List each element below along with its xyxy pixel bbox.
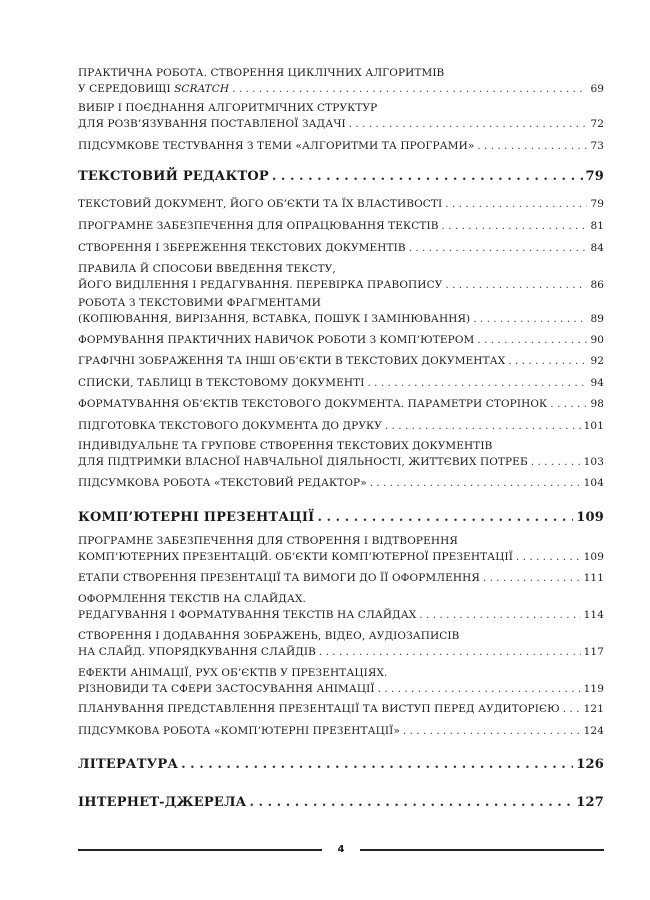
toc-page-number: 121 xyxy=(583,703,604,715)
leader-dots xyxy=(445,277,587,293)
table-of-contents xyxy=(78,0,604,900)
toc-entry xyxy=(78,570,604,586)
toc-entry-title: ПІДСУМКОВА РОБОТА «КОМП’ЮТЕРНІ ПРЕЗЕНТАЦІЇ» xyxy=(78,725,400,737)
leader-dots xyxy=(319,644,581,660)
toc-entry-title: ФОРМУВАННЯ ПРАКТИЧНИХ НАВИЧОК РОБОТИ З КОМП’ЮТЕРОМ xyxy=(78,334,475,346)
toc-entry-title: СПИСКИ, ТАБЛИЦІ В ТЕКСТОВОМУ ДОКУМЕНТІ xyxy=(78,377,365,389)
leader-dots xyxy=(349,116,588,132)
toc-entry xyxy=(78,418,604,434)
footer-rule-right xyxy=(360,849,604,851)
toc-page-number: 94 xyxy=(590,377,604,389)
toc-entry xyxy=(78,100,604,132)
toc-entry-title-line1: ПРАВИЛА Й СПОСОБИ ВВЕДЕННЯ ТЕКСТУ, xyxy=(78,263,336,275)
toc-entry-title-line2: (КОПІЮВАННЯ, ВИРІЗАННЯ, ВСТАВКА, ПОШУК І ЗАМІНЮВАННЯ) xyxy=(78,313,471,325)
toc-page-number: 126 xyxy=(576,757,604,772)
toc-entry xyxy=(78,628,604,660)
leader-dots xyxy=(232,81,587,97)
toc-page-number: 111 xyxy=(583,572,604,584)
toc-page-number: 79 xyxy=(590,198,604,210)
toc-entry xyxy=(78,591,604,623)
toc-entry xyxy=(78,438,604,470)
toc-entry-title-line1: ОФОРМЛЕННЯ ТЕКСТІВ НА СЛАЙДАХ. xyxy=(78,593,306,605)
toc-page-number: 84 xyxy=(590,242,604,254)
toc-entry xyxy=(78,353,604,369)
toc-entry-title: ПРОГРАМНЕ ЗАБЕЗПЕЧЕННЯ ДЛЯ ОПРАЦЮВАННЯ ТЕКСТІВ xyxy=(78,220,439,232)
toc-entry-title-line2: РІЗНОВИДИ ТА СФЕРИ ЗАСТОСУВАННЯ АНІМАЦІЇ xyxy=(78,683,375,695)
toc-section-title: ІНТЕРНЕТ-ДЖЕРЕЛА xyxy=(78,795,247,810)
toc-entry xyxy=(78,65,604,97)
leader-dots xyxy=(378,681,581,697)
toc-entry-title-line2: НА СЛАЙД. УПОРЯДКУВАННЯ СЛАЙДІВ xyxy=(78,646,316,658)
toc-entry xyxy=(78,701,604,717)
toc-entry-title: ПЛАНУВАННЯ ПРЕДСТАВЛЕННЯ ПРЕЗЕНТАЦІЇ ТА ВИСТУП ПЕРЕД АУДИТОРІЄЮ xyxy=(78,703,560,715)
toc-page-number: 103 xyxy=(583,456,604,468)
leader-dots xyxy=(249,794,573,812)
toc-entry-title-line1: ІНДИВІДУАЛЬНЕ ТА ГРУПОВЕ СТВОРЕННЯ ТЕКСТОВИХ ДОКУМЕНТІВ xyxy=(78,440,493,452)
toc-entry xyxy=(78,533,604,565)
toc-entry-title-line2: У СЕРЕДОВИЩІ SCRATCH xyxy=(78,83,230,95)
leader-dots xyxy=(419,607,580,623)
toc-page-number: 104 xyxy=(583,477,604,489)
toc-section-title: КОМП’ЮТЕРНІ ПРЕЗЕНТАЦІЇ xyxy=(78,510,315,525)
toc-entry xyxy=(78,332,604,348)
toc-section xyxy=(78,168,604,186)
toc-page-number: 119 xyxy=(583,683,604,695)
toc-entry-title: ГРАФІЧНІ ЗОБРАЖЕННЯ ТА ІНШІ ОБ’ЄКТИ В ТЕКСТОВИХ ДОКУМЕНТАХ xyxy=(78,355,506,367)
toc-page-number: 101 xyxy=(583,420,604,432)
toc-page-number: 90 xyxy=(590,334,604,346)
toc-entry xyxy=(78,295,604,327)
toc-page-number: 69 xyxy=(590,83,604,95)
toc-section-title: ТЕКСТОВИЙ РЕДАКТОР xyxy=(78,169,269,184)
toc-entry-title: ПІДСУМКОВА РОБОТА «ТЕКСТОВИЙ РЕДАКТОР» xyxy=(78,477,367,489)
toc-page-number: 72 xyxy=(590,118,604,130)
toc-page-number: 127 xyxy=(576,795,604,810)
toc-section xyxy=(78,509,604,527)
toc-entry xyxy=(78,218,604,234)
leader-dots xyxy=(370,475,581,491)
toc-section-title: ЛІТЕРАТУРА xyxy=(78,757,179,772)
toc-entry xyxy=(78,196,604,212)
toc-entry xyxy=(78,475,604,491)
toc-section xyxy=(78,794,604,812)
toc-entry-title-line2: РЕДАГУВАННЯ І ФОРМАТУВАННЯ ТЕКСТІВ НА СЛАЙДАХ xyxy=(78,609,417,621)
toc-page-number: 79 xyxy=(585,169,604,184)
toc-entry-title-line1: ПРОГРАМНЕ ЗАБЕЗПЕЧЕННЯ ДЛЯ СТВОРЕННЯ І ВІДТВОРЕННЯ xyxy=(78,535,458,547)
toc-entry-title: ПІДСУМКОВЕ ТЕСТУВАННЯ З ТЕМИ «АЛГОРИТМИ ТА ПРОГРАМИ» xyxy=(78,140,475,152)
leader-dots xyxy=(531,454,581,470)
toc-section xyxy=(78,756,604,774)
toc-entry-title: ФОРМАТУВАННЯ ОБ’ЄКТІВ ТЕКСТОВОГО ДОКУМЕНТА. ПАРАМЕТРИ СТОРІНОК xyxy=(78,398,548,410)
toc-entry xyxy=(78,396,604,412)
toc-entry xyxy=(78,138,604,154)
scratch-label: SCRATCH xyxy=(174,83,230,95)
leader-dots xyxy=(550,396,587,412)
toc-page-number: 98 xyxy=(590,398,604,410)
leader-dots xyxy=(409,240,588,256)
leader-dots xyxy=(317,509,573,527)
leader-dots xyxy=(367,375,587,391)
toc-entry xyxy=(78,665,604,697)
toc-entry xyxy=(78,723,604,739)
toc-entry-title-line2: ДЛЯ РОЗВ’ЯЗУВАННЯ ПОСТАВЛЕНОЇ ЗАДАЧІ xyxy=(78,118,346,130)
leader-dots xyxy=(473,311,587,327)
leader-dots xyxy=(483,570,581,586)
toc-page-number: 89 xyxy=(590,313,604,325)
leader-dots xyxy=(563,701,581,717)
toc-page-number: 109 xyxy=(583,551,604,563)
toc-entry-title-line1: РОБОТА З ТЕКСТОВИМИ ФРАГМЕНТАМИ xyxy=(78,297,321,309)
toc-entry-title: ТЕКСТОВИЙ ДОКУМЕНТ, ЙОГО ОБ’ЄКТИ ТА ЇХ ВЛАСТИВОСТІ xyxy=(78,198,443,210)
footer-page-number: 4 xyxy=(337,844,345,855)
toc-entry-title-line1: ВИБІР І ПОЄДНАННЯ АЛГОРИТМІЧНИХ СТРУКТУР xyxy=(78,102,378,114)
toc-entry-title-line2: ДЛЯ ПІДТРИМКИ ВЛАСНОЇ НАВЧАЛЬНОЇ ДІЯЛЬНОСТІ, ЖИТТЄВИХ ПОТРЕБ xyxy=(78,456,528,468)
toc-page-number: 92 xyxy=(590,355,604,367)
toc-entry-title: СТВОРЕННЯ І ЗБЕРЕЖЕННЯ ТЕКСТОВИХ ДОКУМЕНТІВ xyxy=(78,242,406,254)
leader-dots xyxy=(477,332,587,348)
leader-dots xyxy=(385,418,581,434)
toc-entry-title-line1: ЕФЕКТИ АНІМАЦІЇ, РУХ ОБ’ЄКТІВ У ПРЕЗЕНТАЦІЯХ. xyxy=(78,667,388,679)
toc-entry-title-line2: ЙОГО ВИДІЛЕННЯ І РЕДАГУВАННЯ. ПЕРЕВІРКА ПРАВОПИСУ xyxy=(78,279,443,291)
leader-dots xyxy=(516,549,581,565)
toc-entry-title-line1: СТВОРЕННЯ І ДОДАВАННЯ ЗОБРАЖЕНЬ, ВІДЕО, АУДІОЗАПИСІВ xyxy=(78,630,460,642)
toc-page-number: 117 xyxy=(583,646,604,658)
toc-page-number: 86 xyxy=(590,279,604,291)
leader-dots xyxy=(272,168,583,186)
leader-dots xyxy=(181,756,573,774)
leader-dots xyxy=(442,218,588,234)
leader-dots xyxy=(508,353,587,369)
toc-page-number: 73 xyxy=(590,140,604,152)
toc-entry-title: ПІДГОТОВКА ТЕКСТОВОГО ДОКУМЕНТА ДО ДРУКУ xyxy=(78,420,382,432)
toc-page-number: 124 xyxy=(583,725,604,737)
toc-entry xyxy=(78,240,604,256)
toc-page-number: 81 xyxy=(590,220,604,232)
toc-entry-title-line1: ПРАКТИЧНА РОБОТА. СТВОРЕННЯ ЦИКЛІЧНИХ АЛГОРИТМІВ xyxy=(78,67,445,79)
toc-entry xyxy=(78,261,604,293)
toc-entry-title: ЕТАПИ СТВОРЕННЯ ПРЕЗЕНТАЦІЇ ТА ВИМОГИ ДО ЇЇ ОФОРМЛЕННЯ xyxy=(78,572,480,584)
page-footer xyxy=(78,843,604,857)
leader-dots xyxy=(403,723,581,739)
leader-dots xyxy=(445,196,587,212)
toc-page-number: 114 xyxy=(583,609,604,621)
toc-entry-title-line2: КОМП’ЮТЕРНИХ ПРЕЗЕНТАЦІЙ. ОБ’ЄКТИ КОМП’ЮТЕРНОЇ ПРЕЗЕНТАЦІЇ xyxy=(78,551,513,563)
leader-dots xyxy=(477,138,587,154)
toc-page-number: 109 xyxy=(576,510,604,525)
toc-entry xyxy=(78,375,604,391)
